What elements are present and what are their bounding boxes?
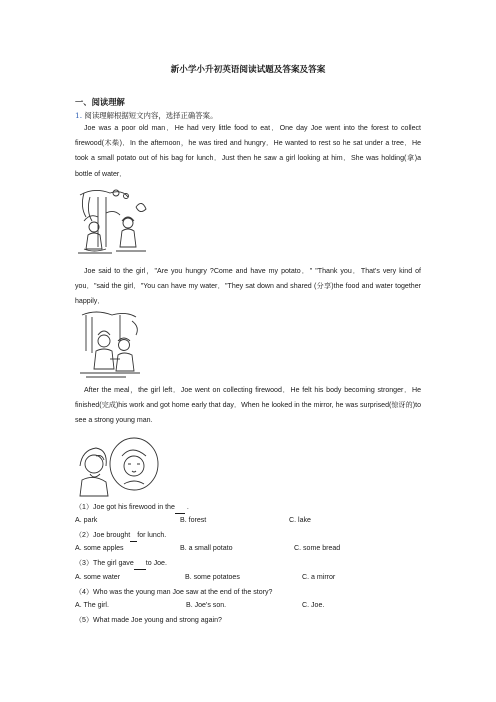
option-b[interactable]: B. some potatoes xyxy=(185,574,240,581)
mirror-reflection-illustration xyxy=(76,436,164,498)
passage-paragraph-2 xyxy=(75,264,421,310)
question-stem-end: to Joe. xyxy=(145,560,167,567)
option-c[interactable]: C. some bread xyxy=(294,545,341,552)
option-a[interactable]: A. some water xyxy=(75,574,121,581)
question-stem: （3）The girl gave xyxy=(75,560,134,567)
sharing-food-illustration xyxy=(76,311,144,381)
paragraph-text: After the meal，the girl left．Joe went on collecting firewood．He felt his body becoming stronger．He finished(完成)his work and got home early that day．When he looked in the mirror, he was surprised(惊讶的)to see a strong young man. xyxy=(75,387,421,425)
question-stem: （5）What made Joe young and strong again? xyxy=(75,617,222,624)
option-a[interactable]: A. some apples xyxy=(75,545,124,552)
question-2 xyxy=(75,530,166,542)
question-5 xyxy=(75,615,222,626)
option-c[interactable]: C. lake xyxy=(289,517,311,524)
option-b[interactable]: B. forest xyxy=(180,517,207,524)
option-a[interactable]: A. The girl. xyxy=(75,602,109,609)
option-b[interactable]: B. Joe's son. xyxy=(186,602,227,609)
question-instruction xyxy=(75,110,217,121)
option-c[interactable]: C. a mirror xyxy=(302,574,336,581)
question-stem-end: . xyxy=(184,504,189,511)
forest-scene-illustration xyxy=(76,187,148,259)
answer-blank[interactable] xyxy=(175,502,185,514)
option-a[interactable]: A. park xyxy=(75,517,98,524)
question-3 xyxy=(75,558,167,570)
question-stem: （2）Joe brought xyxy=(75,532,131,539)
instruction-text: 阅读理解根据短文内容，选择正确答案。 xyxy=(84,111,218,120)
section-heading: 一、阅读理解 xyxy=(75,97,125,107)
question-1 xyxy=(75,502,189,514)
page-title: 新小学小升初英语阅读试题及答案及答案 xyxy=(170,65,326,75)
question-4 xyxy=(75,587,272,598)
passage-paragraph-1 xyxy=(75,121,421,182)
answer-blank[interactable] xyxy=(134,558,146,570)
option-c[interactable]: C. Joe. xyxy=(302,602,325,609)
option-b[interactable]: B. a small potato xyxy=(180,545,233,552)
question-stem-end: for lunch. xyxy=(137,532,167,539)
question-stem: （1）Joe got his firewood in the xyxy=(75,504,175,511)
paragraph-text: Joe was a poor old man．He had very little food to eat．One day Joe went into the forest to collect firewood(木柴)．In the afternoon，he was tired and hungry．He wanted to rest so he sat under a tree．He took a small potato out of his bag for lunch．Just then he saw a girl looking at him．She was holding(拿)a bottle of water． xyxy=(75,125,421,178)
question-stem: （4）Who was the young man Joe saw at the end of the story? xyxy=(75,589,273,596)
passage-paragraph-3 xyxy=(75,383,421,429)
question-number: 1. xyxy=(75,111,83,120)
paragraph-text: Joe said to the girl，"Are you hungry ?Come and have my potato．" "Thank you．That's very kind of you．"said the girl．"You can have my water．"They sat down and shared (分享)the food and water together happily． xyxy=(75,268,421,306)
